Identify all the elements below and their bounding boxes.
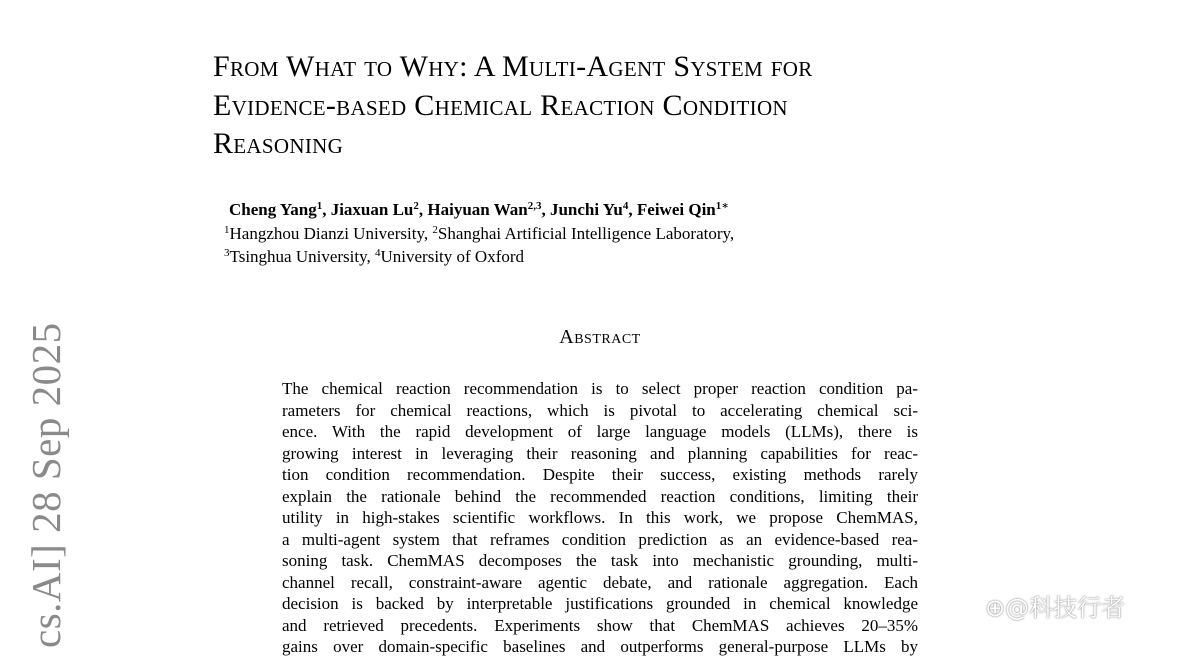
author-separator: ,: [541, 200, 550, 219]
affiliation-mark: 4: [375, 247, 381, 259]
title-line-2: Evidence-based Chemical Reaction Condition: [213, 88, 788, 122]
abstract-line: utility in high-stakes scientific workflows. In this work, we propose ChemMAS,: [282, 508, 918, 527]
affiliation-line-1: [224, 224, 734, 244]
abstract-line: ence. With the rapid development of large language models (LLMs), there is: [282, 422, 918, 441]
abstract-line: soning task. ChemMAS decomposes the task into mechanistic grounding, multi-: [282, 551, 918, 570]
abstract-line: gains over domain-specific baselines and outperforms general-purpose LLMs by: [282, 637, 918, 656]
author-affiliation-mark: 1∗: [715, 200, 729, 212]
author-affiliation-mark: 4: [622, 200, 629, 212]
abstract-line: The chemical reaction recommendation is to select proper reaction condition pa-: [282, 379, 918, 398]
author-name: Feiwei Qin: [636, 200, 716, 219]
abstract-line: decision is backed by interpretable justifications grounded in chemical knowledge: [282, 594, 918, 613]
abstract-line: explain the rationale behind the recommended reaction conditions, limiting their: [282, 486, 918, 506]
affiliation-mark: 3: [224, 247, 230, 259]
abstract-line: tion condition recommendation. Despite their success, existing methods rarely: [282, 465, 918, 484]
paper-title: [213, 48, 1013, 164]
author-list: [229, 200, 729, 220]
abstract-heading: Abstract: [559, 326, 641, 348]
author-separator: ,: [322, 200, 331, 219]
abstract-line: and retrieved precedents. Experiments show that ChemMAS achieves 20–35%: [282, 615, 918, 635]
author-affiliation-mark: 2,3: [527, 200, 542, 212]
abstract-line: a multi-agent system that reframes condition prediction as an evidence-based rea-: [282, 529, 918, 549]
affiliation-mark: 1: [224, 224, 230, 236]
author-name: Haiyuan Wan: [427, 200, 528, 219]
abstract-body: [282, 378, 918, 658]
affiliation-text: Shanghai Artificial Intelligence Laboratory,: [437, 224, 735, 243]
author-affiliation-mark: 2: [413, 200, 419, 212]
arxiv-identifier-stamp: cs.AI] 28 Sep 2025: [23, 322, 69, 648]
title-line-3: Reasoning: [213, 127, 344, 160]
abstract-line: channel recall, constraint-aware agentic debate, and rationale aggregation. Each: [282, 572, 918, 592]
abstract-line: growing interest in leveraging their reasoning and planning capabilities for reac-: [282, 443, 918, 463]
title-line-1: From What to Why: A Multi-Agent System for: [213, 50, 813, 83]
affiliation-text: Hangzhou Dianzi University,: [229, 224, 433, 243]
author-name: Junchi Yu: [549, 200, 623, 219]
affiliation-line-2: [224, 247, 524, 267]
author-separator: ,: [418, 200, 428, 219]
author-separator: ,: [628, 200, 637, 219]
author-affiliation-mark: 1: [316, 200, 323, 212]
abstract-line: rameters for chemical reactions, which is pivotal to accelerating chemical sci-: [282, 400, 918, 420]
affiliation-mark: 2: [432, 224, 438, 236]
author-name: Jiaxuan Lu: [330, 200, 414, 219]
watermark-logo: ⊕@科技行者: [985, 594, 1126, 622]
author-name: Cheng Yang: [229, 200, 317, 219]
affiliation-text: Tsinghua University,: [229, 247, 375, 266]
affiliation-text: University of Oxford: [380, 247, 525, 266]
